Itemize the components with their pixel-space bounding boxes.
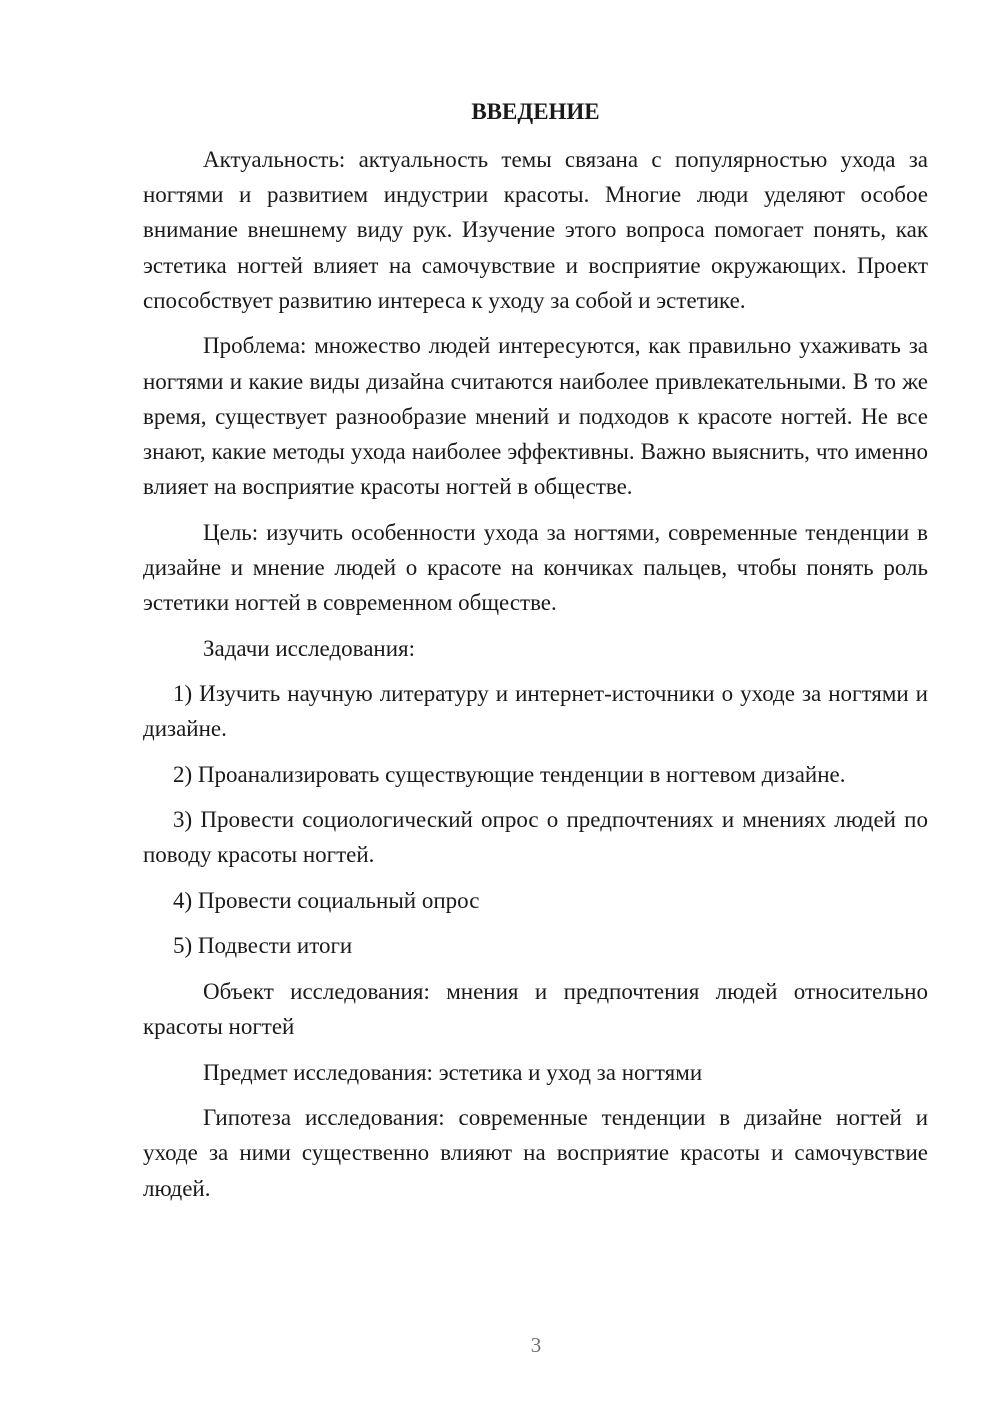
object-paragraph: Объект исследования: мнения и предпочтения людей относительно красоты ногтей [143, 978, 928, 1040]
task-item-2: 2) Проанализировать существующие тенденции в ногтевом дизайне. [173, 761, 846, 787]
relevance-paragraph: Актуальность: актуальность темы связана с популярностью ухода за ногтями и развитием индустрии красоты. Многие люди уделяют особое внимание внешнему виду рук. Изучение этого вопроса помогает понять, как эстетика ногтей влияет на самочувствие и восприятие окружающих. Проект способствует развитию интереса к уходу за собой и эстетике. [143, 147, 928, 313]
page-number: 3 [530, 1333, 542, 1357]
task-item-1: 1) Изучить научную литературу и интернет-источники о уходе за ногтями и дизайне. [143, 681, 928, 742]
task-item-3: 3) Провести социологический опрос о предпочтениях и мнениях людей по поводу красоты ногтей. [143, 807, 928, 868]
subject-paragraph: Предмет исследования: эстетика и уход за ногтями [203, 1059, 703, 1085]
goal-paragraph: Цель: изучить особенности ухода за ногтями, современные тенденции в дизайне и мнение людей о красоте на кончиках пальцев, чтобы понять роль эстетики ногтей в современном обществе. [143, 519, 928, 616]
task-item-5: 5) Подвести итоги [173, 933, 353, 959]
page-title: ВВЕДЕНИЕ [471, 99, 600, 124]
tasks-heading: Задачи исследования: [203, 635, 416, 661]
hypothesis-paragraph: Гипотеза исследования: современные тенденции в дизайне ногтей и уходе за ними существенно влияют на восприятие красоты и самочувствие людей. [143, 1105, 928, 1201]
problem-paragraph: Проблема: множество людей интересуются, как правильно ухаживать за ногтями и какие виды дизайна считаются наиболее привлекательными. В то же время, существует разнообразие мнений и подходов к красоте ногтей. Не все знают, какие методы ухода наиболее эффективны. Важно выяснить, что именно влияет на восприятие красоты ногтей в обществе. [143, 333, 928, 500]
document-body [143, 142, 928, 1216]
task-item-4: 4) Провести социальный опрос [173, 887, 480, 913]
